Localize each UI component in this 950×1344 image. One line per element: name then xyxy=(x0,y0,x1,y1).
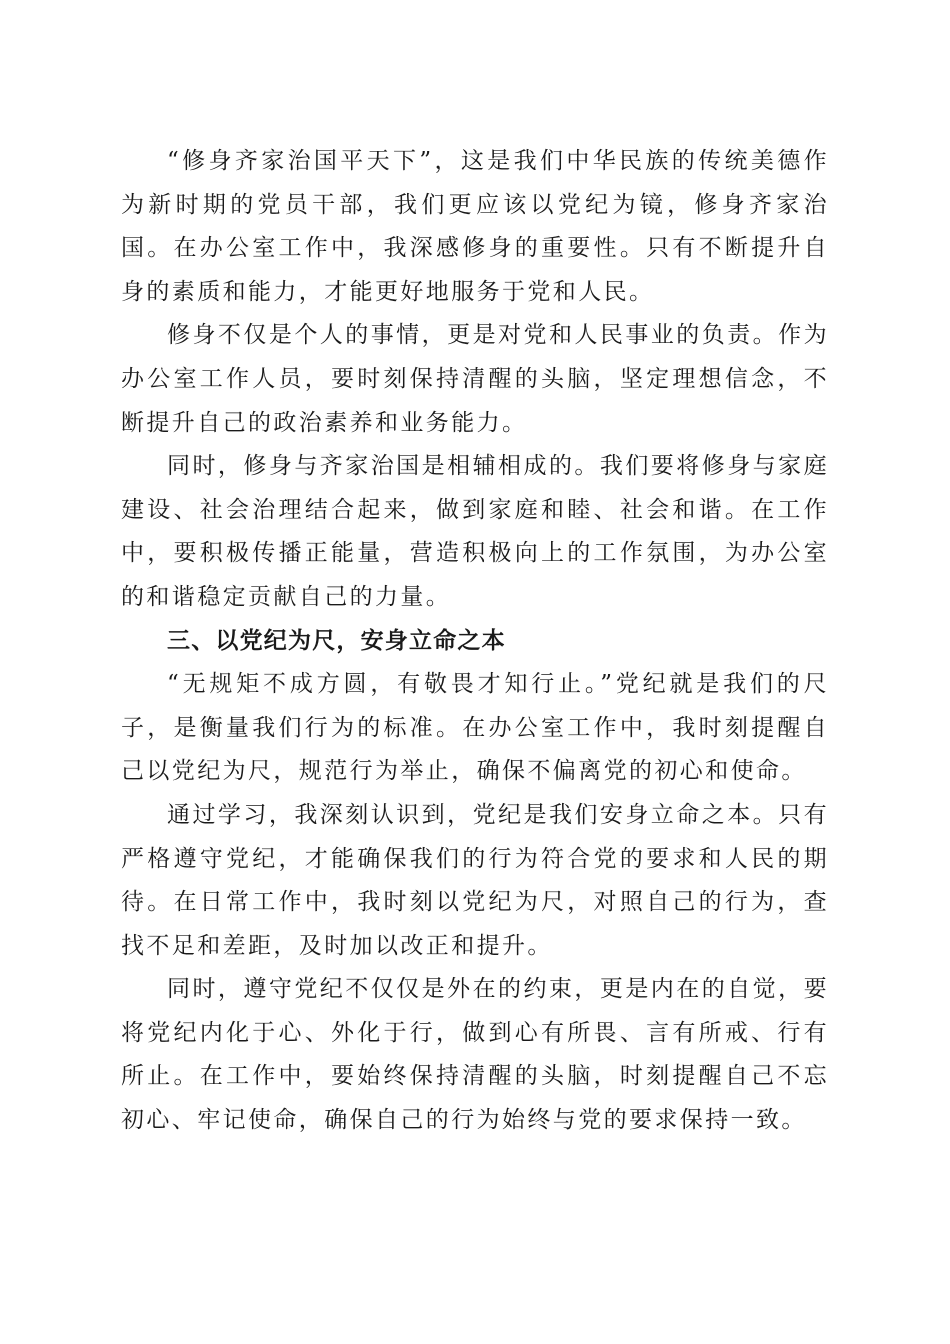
document-body xyxy=(121,140,829,1143)
paragraph-family-and-governance: 同时，修身与齐家治国是相辅相成的。我们要将修身与家庭建设、社会治理结合起来，做到家庭和睦、社会和谐。在工作中，要积极传播正能量，营造积极向上的工作氛围，为办公室的和谐稳定贡献自己的力量。 xyxy=(121,453,829,610)
paragraph-discipline-as-ruler: “无规矩不成方圆，有敬畏才知行止。”党纪就是我们的尺子，是衡量我们行为的标准。在办公室工作中，我时刻提醒自己以党纪为尺，规范行为举止，确保不偏离党的初心和使命。 xyxy=(121,671,829,785)
paragraph-self-cultivation-intro: “修身齐家治国平天下”，这是我们中华民族的传统美德作为新时期的党员干部，我们更应该以党纪为镜，修身齐家治国。在办公室工作中，我深感修身的重要性。只有不断提升自身的素质和能力，才能更好地服务于党和人民。 xyxy=(121,148,829,305)
paragraph-self-cultivation-responsibility: 修身不仅是个人的事情，更是对党和人民事业的负责。作为办公室工作人员，要时刻保持清醒的头脑，坚定理想信念，不断提升自己的政治素养和业务能力。 xyxy=(121,322,829,436)
paragraph-discipline-foundation: 通过学习，我深刻认识到，党纪是我们安身立命之本。只有严格遵守党纪，才能确保我们的行为符合党的要求和人民的期待。在日常工作中，我时刻以党纪为尺，对照自己的行为，查找不足和差距，及时加以改正和提升。 xyxy=(121,801,829,959)
paragraph-discipline-self-awareness: 同时，遵守党纪不仅仅是外在的约束，更是内在的自觉，要将党纪内化于心、外化于行，做到心有所畏、言有所戒、行有所止。在工作中，要始终保持清醒的头脑，时刻提醒自己不忘初心、牢记使命，确保自己的行为始终与党的要求保持一致。 xyxy=(121,976,829,1134)
section-heading: 三、以党纪为尺，安身立命之本 xyxy=(167,627,506,654)
